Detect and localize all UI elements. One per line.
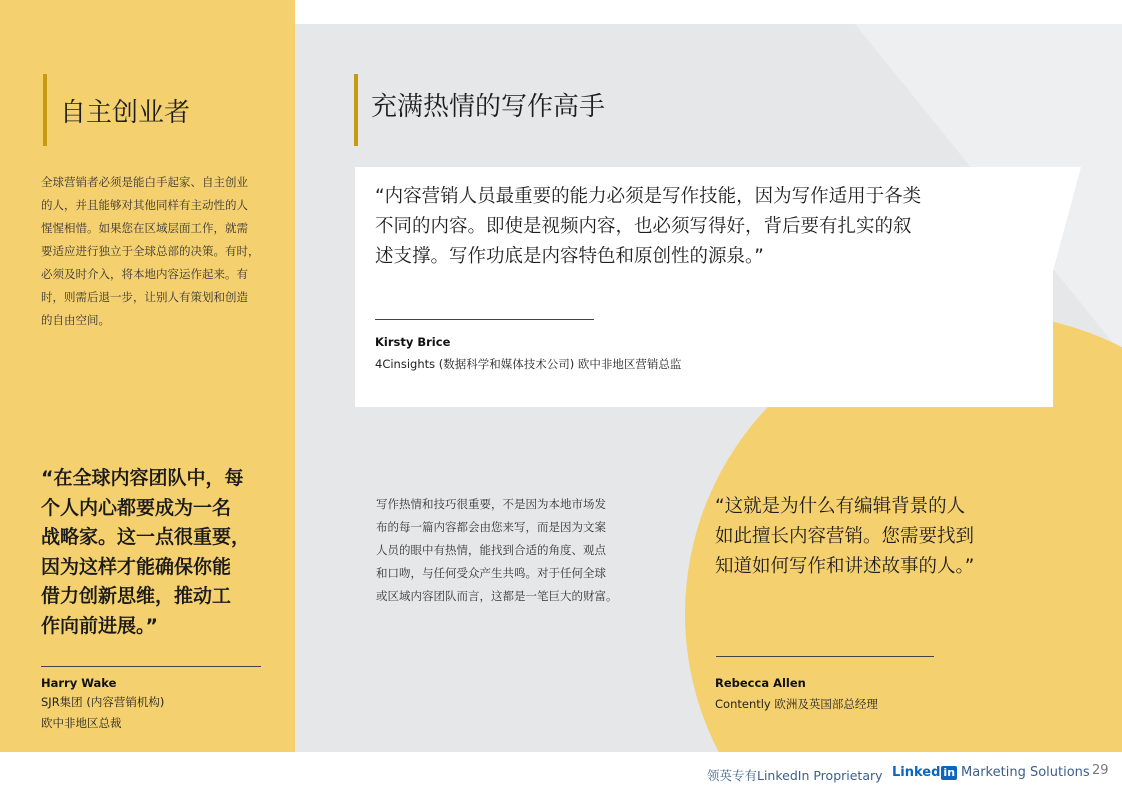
text-line: 的人，并且能够对其他同样有主动性的人 xyxy=(41,198,248,212)
card-quote xyxy=(375,182,1035,272)
text-line: 和口吻，与任何受众产生共鸣。对于任何全球 xyxy=(376,566,606,580)
quote-line: 知道如何写作和讲述故事的人。” xyxy=(715,556,975,577)
quote-line: 借力创新思维，推动工 xyxy=(41,585,232,607)
linkedin-in-badge-icon: in xyxy=(943,765,956,779)
page-number: 29 xyxy=(1092,763,1109,778)
right-body-text xyxy=(376,493,666,608)
left-person-region: 欧中非地区总裁 xyxy=(41,716,122,730)
quote-line: 不同的内容。即使是视频内容，也必须写得好，背后要有扎实的叙 xyxy=(375,216,912,237)
quote-card-notch xyxy=(1053,167,1081,271)
text-line: 或区域内容团队而言，这都是一笔巨大的财富。 xyxy=(376,589,618,603)
quote-line: 战略家。这一点很重要， xyxy=(41,526,251,548)
text-line: 人员的眼中有热情，能找到合适的角度、观点 xyxy=(376,543,606,557)
card-person-name: Kirsty Brice xyxy=(375,335,451,349)
text-line: 写作热情和技巧很重要，不是因为本地市场发 xyxy=(376,497,606,511)
text-line: 时，则需后退一步，让别人有策划和创造 xyxy=(41,290,248,304)
text-line: 惺惺相惜。如果您在区域层面工作，就需 xyxy=(41,221,248,235)
left-heading: 自主创业者 xyxy=(60,98,191,128)
text-line: 布的每一篇内容都会由您来写，而是因为文案 xyxy=(376,520,606,534)
left-quote-divider xyxy=(41,666,261,667)
marketing-solutions-label: Marketing Solutions xyxy=(961,765,1090,780)
text-line: 必须及时介入，将本地内容运作起来。有 xyxy=(41,267,248,281)
quote-line: 个人内心都要成为一名 xyxy=(41,496,232,519)
circle-person-name: Rebecca Allen xyxy=(715,676,806,690)
quote-line: 因为这样才能确保你能 xyxy=(41,555,232,578)
left-body-text xyxy=(41,171,281,332)
right-heading: 充满热情的写作高手 xyxy=(371,92,606,122)
card-quote-divider xyxy=(375,319,594,320)
quote-line: 作向前进展。” xyxy=(41,614,158,637)
quote-line: 述支撑。写作功底是内容特色和原创性的源泉。” xyxy=(375,246,764,267)
left-person-name: Harry Wake xyxy=(41,676,117,690)
text-line: 全球营销者必须是能白手起家、自主创业 xyxy=(41,175,248,189)
proprietary-label: 领英专有LinkedIn Proprietary xyxy=(707,768,883,783)
linkedin-logo xyxy=(892,765,1090,780)
quote-line: “在全球内容团队中，每 xyxy=(41,467,244,489)
quote-line: 如此擅长内容营销。您需要找到 xyxy=(715,526,975,547)
left-pull-quote xyxy=(41,464,291,641)
card-person-role: 4Cinsights (数据科学和媒体技术公司) 欧中非地区营销总监 xyxy=(375,357,682,371)
quote-line: “这就是为什么有编辑背景的人 xyxy=(715,496,966,517)
circle-person-role: Contently 欧洲及英国部总经理 xyxy=(715,697,878,711)
left-heading-accent-bar xyxy=(43,74,47,146)
right-heading-accent-bar xyxy=(354,74,358,146)
text-line: 的自由空间。 xyxy=(41,313,110,327)
circle-quote-divider xyxy=(716,656,934,657)
linkedin-wordmark: Linked xyxy=(892,765,941,780)
left-person-role: SJR集团 (内容营销机构) xyxy=(41,695,165,709)
circle-quote xyxy=(715,492,1045,582)
quote-line: “内容营销人员最重要的能力必须是写作技能，因为写作适用于各类 xyxy=(375,186,922,207)
text-line: 要适应进行独立于全球总部的决策。有时， xyxy=(41,244,260,258)
